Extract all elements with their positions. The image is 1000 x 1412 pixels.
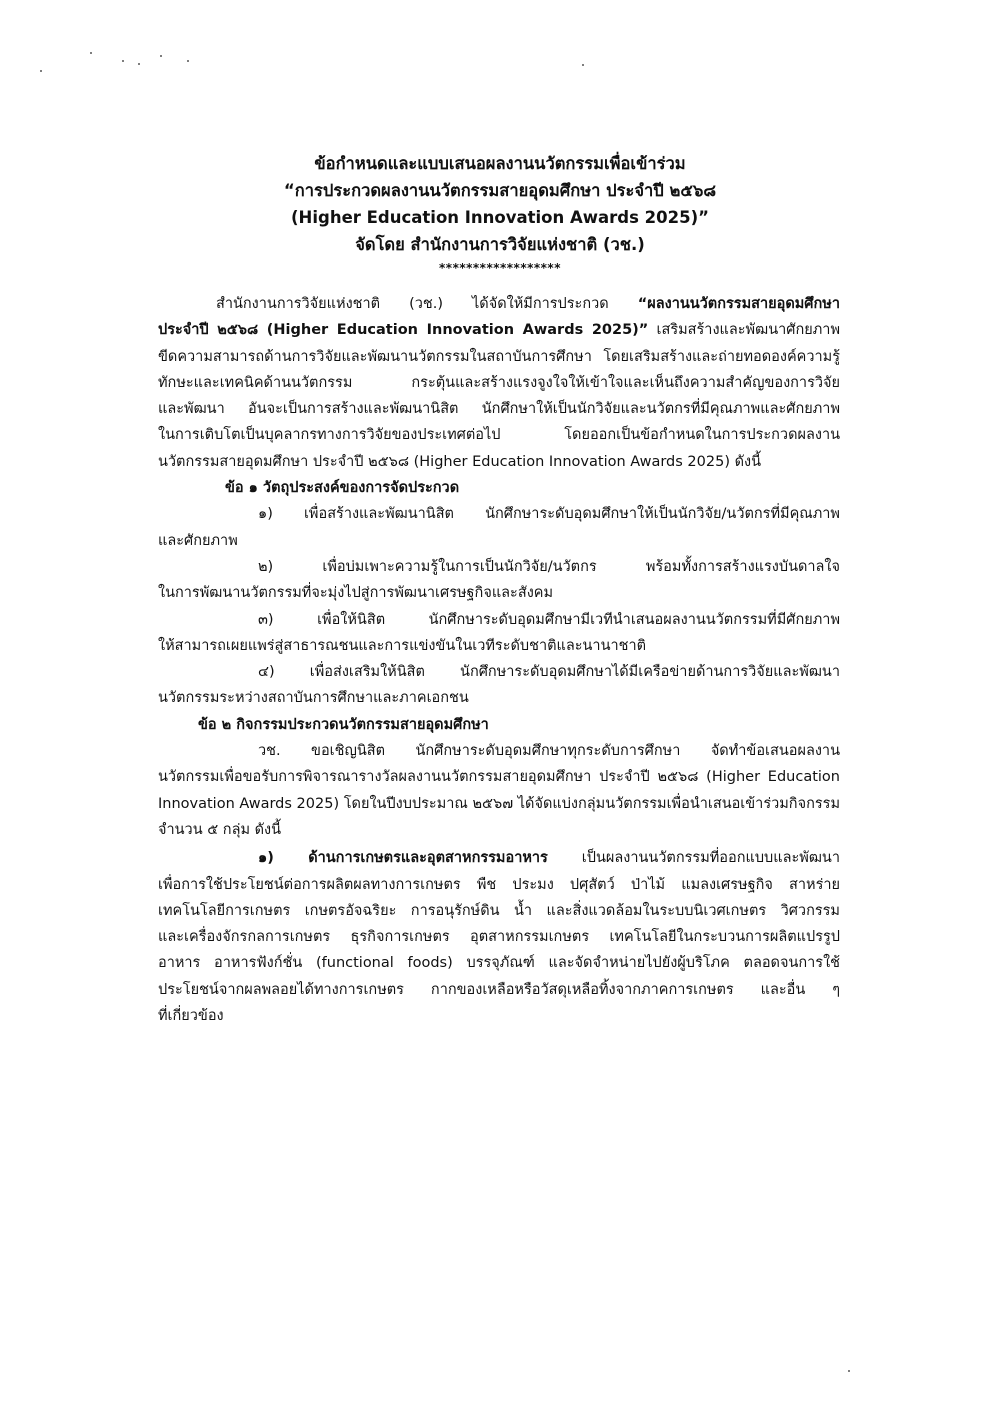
objective-line: และศักยภาพ	[158, 532, 238, 549]
intro-line: ทักษะและเทคนิคด้านนวัตกรรม กระตุ้นและสร้างแรงจูงใจให้เข้าใจและเห็นถึงความสำคัญของการวิจัย	[158, 374, 840, 391]
scan-speck	[122, 60, 124, 62]
scan-speck	[138, 63, 140, 65]
group-1-line: ๑) ด้านการเกษตรและอุตสาหกรรมอาหาร เป็นผลงานนวัตกรรมที่ออกแบบและพัฒนา	[258, 850, 840, 867]
document-body	[158, 291, 840, 1029]
scan-speck	[848, 1370, 850, 1372]
header-title-line-2: “การประกวดผลงานนวัตกรรมสายอุดมศึกษา ประจำปี ๒๕๖๘	[283, 181, 717, 200]
intro-line: ขีดความสามารถด้านการวิจัยและพัฒนานวัตกรรมในสถาบันการศึกษา โดยเสริมสร้างและถ่ายทอดองค์ความรู้	[158, 348, 840, 365]
objective-line: ๓) เพื่อให้นิสิต นักศึกษาระดับอุดมศึกษามีเวทีนำเสนอผลงานนวัตกรรมที่มีศักยภาพ	[258, 611, 840, 628]
header-title-line-1: ข้อกำหนดและแบบเสนอผลงานนวัตกรรมเพื่อเข้าร่วม	[314, 154, 686, 173]
objective-line: ๒) เพื่อบ่มเพาะความรู้ในการเป็นนักวิจัย/นวัตกร พร้อมทั้งการสร้างแรงบันดาลใจ	[258, 558, 840, 575]
intro-line: และพัฒนา อันจะเป็นการสร้างและพัฒนานิสิต นักศึกษาให้เป็นนักวิจัยและนวัตกรที่มีคุณภาพและศักยภาพ	[158, 401, 840, 418]
group-1-line: ประโยชน์จากผลพลอยได้ทางการเกษตร กากของเหลือหรือวัสดุเหลือทิ้งจากภาคการเกษตร และอื่น ๆ	[158, 981, 840, 998]
objective-line: ๑) เพื่อสร้างและพัฒนานิสิต นักศึกษาระดับอุดมศึกษาให้เป็นนักวิจัย/นวัตกรที่มีคุณภาพ	[258, 506, 840, 523]
header-organizer: จัดโดย สำนักงานการวิจัยแห่งชาติ (วช.)	[355, 235, 645, 254]
section-1-heading: ข้อ ๑ วัตถุประสงค์ของการจัดประกวด	[225, 480, 460, 497]
objective-line: ให้สามารถเผยแพร่สู่สาธารณชนและการแข่งขันในเวทีระดับชาติและนานาชาติ	[158, 637, 647, 654]
document-header	[160, 150, 840, 276]
objective-line: ในการพัฒนานวัตกรรมที่จะมุ่งไปสู่การพัฒนาเศรษฐกิจและสังคม	[158, 585, 554, 602]
section-2-heading: ข้อ ๒ กิจกรรมประกวดนวัตกรรมสายอุดมศึกษา	[198, 716, 489, 733]
objective-line: ๔) เพื่อส่งเสริมให้นิสิต นักศึกษาระดับอุดมศึกษาได้มีเครือข่ายด้านการวิจัยและพัฒนา	[258, 664, 840, 681]
intro-line: นวัตกรรมสายอุดมศึกษา ประจำปี ๒๕๖๘ (Higher Education Innovation Awards 2025) ดังนี้	[158, 453, 761, 470]
group-1-line: ที่เกี่ยวข้อง	[158, 1008, 224, 1025]
scan-speck	[160, 55, 162, 57]
intro-line: สำนักงานการวิจัยแห่งชาติ (วช.) ได้จัดให้มีการประกวด “ผลงานนวัตกรรมสายอุดมศึกษา	[216, 296, 840, 312]
intro-line: ประจำปี ๒๕๖๘ (Higher Education Innovation Awards 2025)” เสริมสร้างและพัฒนาศักยภาพ	[158, 322, 840, 339]
scan-speck	[187, 60, 189, 62]
group-1-line: เทคโนโลยีการเกษตร เกษตรอัจฉริยะ การอนุรักษ์ดิน น้ำ และสิ่งแวดล้อมในระบบนิเวศเกษตร วิศวกรรม	[158, 902, 840, 919]
group-1-line: และเครื่องจักรกลการเกษตร ธุรกิจการเกษตร อุตสาหกรรมเกษตร เทคโนโลยีในกระบวนการผลิตแปรรูป	[158, 929, 840, 946]
scan-speck	[582, 64, 584, 66]
section-2-paragraph-line: จำนวน ๕ กลุ่ม ดังนี้	[158, 821, 282, 838]
section-2-paragraph-line: นวัตกรรมเพื่อขอรับการพิจารณารางวัลผลงานนวัตกรรมสายอุดมศึกษา ประจำปี ๒๕๖๘ (Higher Education	[158, 769, 840, 786]
objective-line: นวัตกรรมระหว่างสถาบันการศึกษาและภาคเอกชน	[158, 690, 469, 707]
group-1-line: อาหาร อาหารฟังก์ชั่น (functional foods) บรรจุภัณฑ์ และจัดจำหน่ายไปยังผู้บริโภค ตลอดจนการใช้	[158, 955, 840, 972]
header-title-line-3: (Higher Education Innovation Awards 2025)”	[291, 208, 709, 227]
scan-speck	[40, 70, 42, 72]
group-1-line: เพื่อการใช้ประโยชน์ต่อการผลิตผลทางการเกษตร พืช ประมง ปศุสัตว์ ป่าไม้ แมลงเศรษฐกิจ สาหร่าย	[158, 876, 840, 893]
header-divider-stars: ******************	[439, 261, 561, 275]
scan-speck	[90, 52, 92, 54]
section-2-paragraph-line: Innovation Awards 2025) โดยในปีงบประมาณ ๒๕๖๗ ได้จัดแบ่งกลุ่มนวัตกรรมเพื่อนำเสนอเข้าร่วมกิจกรรม	[158, 795, 840, 812]
intro-line: ในการเติบโตเป็นบุคลากรทางการวิจัยของประเทศต่อไป โดยออกเป็นข้อกำหนดในการประกวดผลงาน	[158, 427, 840, 444]
section-2-paragraph-line: วช. ขอเชิญนิสิต นักศึกษาระดับอุดมศึกษาทุกระดับการศึกษา จัดทำข้อเสนอผลงาน	[258, 743, 840, 760]
